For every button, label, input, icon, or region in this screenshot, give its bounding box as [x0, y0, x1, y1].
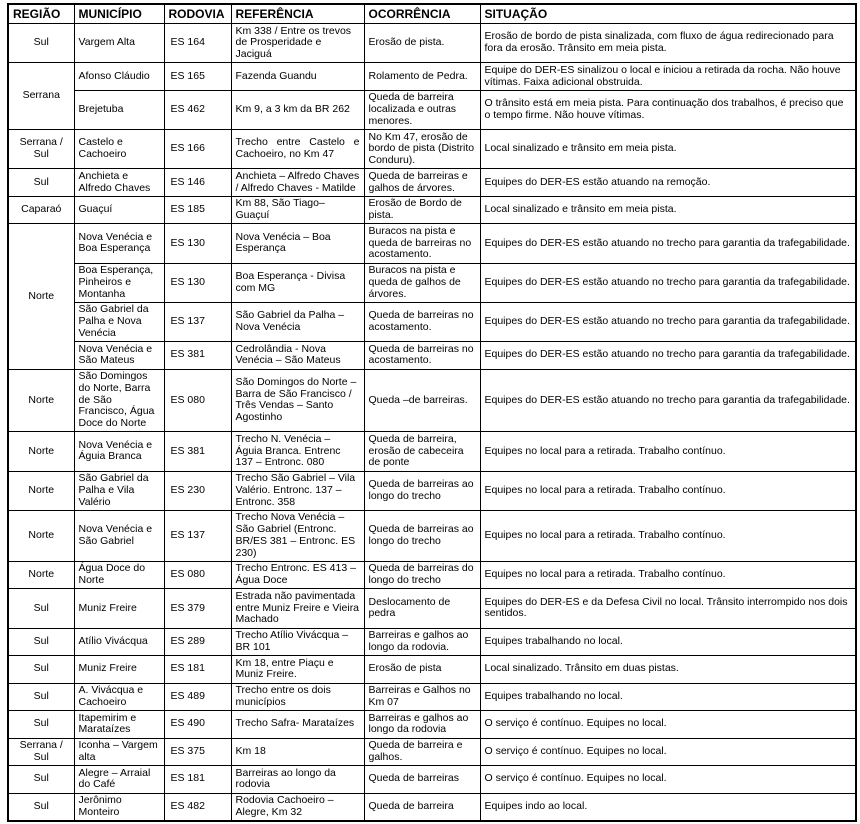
table-body	[8, 24, 856, 822]
col-header-ocorrencia: OCORRÊNCIA	[364, 4, 480, 24]
table-row	[8, 683, 856, 711]
cell-rodovia: ES 165	[164, 63, 231, 91]
cell-situacao: Equipes do DER-ES estão atuando no trecho para garantia da trafegabilidade.	[480, 342, 856, 370]
cell-situacao: Equipes do DER-ES estão atuando no trecho para garantia da trafegabilidade.	[480, 302, 856, 341]
table-row	[8, 561, 856, 589]
cell-regiao: Sul	[8, 683, 74, 711]
cell-regiao: Serrana / Sul	[8, 130, 74, 169]
cell-ocorrencia: Queda de barreira e galhos.	[364, 738, 480, 766]
cell-referencia: Anchieta – Alfredo Chaves / Alfredo Chaves - Matilde	[231, 169, 364, 197]
cell-rodovia: ES 137	[164, 302, 231, 341]
table-row	[8, 656, 856, 684]
cell-rodovia: ES 164	[164, 24, 231, 63]
table-row	[8, 263, 856, 302]
cell-ocorrencia: Queda de barreiras no acostamento.	[364, 302, 480, 341]
cell-referencia: Rodovia Cachoeiro – Alegre, Km 32	[231, 793, 364, 821]
cell-situacao: Local sinalizado e trânsito em meia pista.	[480, 196, 856, 224]
cell-ocorrencia: Queda de barreira, erosão de cabeceira de ponte	[364, 432, 480, 471]
cell-rodovia: ES 166	[164, 130, 231, 169]
table-row	[8, 90, 856, 129]
cell-referencia: Trecho Atílio Vivácqua – BR 101	[231, 628, 364, 656]
cell-referencia: Km 9, a 3 km da BR 262	[231, 90, 364, 129]
cell-situacao: Equipes no local para a retirada. Trabalho contínuo.	[480, 471, 856, 510]
cell-regiao: Norte	[8, 561, 74, 589]
table-row	[8, 738, 856, 766]
cell-situacao: Equipes trabalhando no local.	[480, 683, 856, 711]
cell-situacao: O serviço é contínuo. Equipes no local.	[480, 738, 856, 766]
cell-municipio: Muniz Freire	[74, 589, 164, 628]
table-row	[8, 24, 856, 63]
table-row	[8, 628, 856, 656]
cell-rodovia: ES 289	[164, 628, 231, 656]
table-row	[8, 793, 856, 821]
cell-regiao: Norte	[8, 432, 74, 471]
cell-municipio: Afonso Cláudio	[74, 63, 164, 91]
road-status-table	[7, 3, 857, 822]
cell-municipio: Castelo e Cachoeiro	[74, 130, 164, 169]
table-row	[8, 589, 856, 628]
table-row	[8, 510, 856, 561]
cell-rodovia: ES 230	[164, 471, 231, 510]
cell-municipio: Jerônimo Monteiro	[74, 793, 164, 821]
table-row	[8, 432, 856, 471]
table-row	[8, 63, 856, 91]
cell-referencia: Trecho São Gabriel – Vila Valério. Entronc. 137 – Entronc. 358	[231, 471, 364, 510]
cell-municipio: Anchieta e Alfredo Chaves	[74, 169, 164, 197]
cell-referencia: Trecho Entronc. ES 413 – Água Doce	[231, 561, 364, 589]
cell-referencia: Boa Esperança - Divisa com MG	[231, 263, 364, 302]
cell-regiao: Norte	[8, 510, 74, 561]
cell-municipio: Iconha – Vargem alta	[74, 738, 164, 766]
col-header-regiao: REGIÃO	[8, 4, 74, 24]
cell-ocorrencia: Queda de barreiras no acostamento.	[364, 342, 480, 370]
cell-referencia: Barreiras ao longo da rodovia	[231, 766, 364, 794]
cell-regiao: Norte	[8, 224, 74, 369]
cell-regiao: Sul	[8, 169, 74, 197]
cell-referencia: Km 338 / Entre os trevos de Prosperidade e Jaciguá	[231, 24, 364, 63]
cell-situacao: O serviço é contínuo. Equipes no local.	[480, 711, 856, 739]
cell-situacao: Equipes no local para a retirada. Trabalho contínuo.	[480, 561, 856, 589]
cell-rodovia: ES 482	[164, 793, 231, 821]
cell-rodovia: ES 462	[164, 90, 231, 129]
cell-ocorrencia: Rolamento de Pedra.	[364, 63, 480, 91]
cell-municipio: Água Doce do Norte	[74, 561, 164, 589]
table-row	[8, 302, 856, 341]
cell-referencia: Trecho Safra- Marataízes	[231, 711, 364, 739]
cell-rodovia: ES 375	[164, 738, 231, 766]
cell-municipio: Guaçuí	[74, 196, 164, 224]
cell-situacao: Equipes no local para a retirada. Trabalho contínuo.	[480, 432, 856, 471]
cell-rodovia: ES 381	[164, 342, 231, 370]
cell-rodovia: ES 185	[164, 196, 231, 224]
cell-ocorrencia: Erosão de pista.	[364, 24, 480, 63]
cell-ocorrencia: Barreiras e galhos ao longo da rodovia.	[364, 628, 480, 656]
table-row	[8, 711, 856, 739]
cell-ocorrencia: Queda de barreiras ao longo do trecho	[364, 471, 480, 510]
cell-regiao: Sul	[8, 766, 74, 794]
cell-rodovia: ES 080	[164, 369, 231, 432]
cell-situacao: Equipes do DER-ES estão atuando na remoção.	[480, 169, 856, 197]
cell-ocorrencia: Buracos na pista e queda de galhos de árvores.	[364, 263, 480, 302]
cell-rodovia: ES 137	[164, 510, 231, 561]
cell-regiao: Serrana	[8, 63, 74, 130]
cell-ocorrencia: Queda de barreiras	[364, 766, 480, 794]
table-row	[8, 169, 856, 197]
cell-regiao: Caparaó	[8, 196, 74, 224]
col-header-situacao: SITUAÇÃO	[480, 4, 856, 24]
cell-referencia: Km 18	[231, 738, 364, 766]
cell-municipio: Nova Venécia e Boa Esperança	[74, 224, 164, 263]
table-row	[8, 224, 856, 263]
cell-regiao: Norte	[8, 369, 74, 432]
cell-ocorrencia: Queda de barreira	[364, 793, 480, 821]
cell-situacao: Local sinalizado e trânsito em meia pista.	[480, 130, 856, 169]
cell-situacao: Erosão de bordo de pista sinalizada, com fluxo de água redirecionado para fora da erosão. Trânsito em meia pista.	[480, 24, 856, 63]
cell-rodovia: ES 489	[164, 683, 231, 711]
cell-municipio: Vargem Alta	[74, 24, 164, 63]
cell-municipio: São Gabriel da Palha e Nova Venécia	[74, 302, 164, 341]
cell-municipio: Itapemirim e Marataízes	[74, 711, 164, 739]
cell-rodovia: ES 181	[164, 656, 231, 684]
cell-ocorrencia: Buracos na pista e queda de barreiras no acostamento.	[364, 224, 480, 263]
cell-referencia: Trecho entre os dois municípios	[231, 683, 364, 711]
cell-situacao: Equipes do DER-ES e da Defesa Civil no local. Trânsito interrompido nos dois sentidos.	[480, 589, 856, 628]
cell-regiao: Norte	[8, 471, 74, 510]
cell-situacao: Equipes indo ao local.	[480, 793, 856, 821]
cell-municipio: A. Vivácqua e Cachoeiro	[74, 683, 164, 711]
cell-rodovia: ES 130	[164, 263, 231, 302]
cell-rodovia: ES 379	[164, 589, 231, 628]
cell-situacao: Equipes no local para a retirada. Trabalho contínuo.	[480, 510, 856, 561]
cell-ocorrencia: Erosão de pista	[364, 656, 480, 684]
cell-referencia: Trecho entre Castelo e Cachoeiro, no Km 47	[231, 130, 364, 169]
cell-ocorrencia: Deslocamento de pedra	[364, 589, 480, 628]
cell-referencia: São Gabriel da Palha – Nova Venécia	[231, 302, 364, 341]
cell-situacao: Equipes do DER-ES estão atuando no trecho para garantia da trafegabilidade.	[480, 369, 856, 432]
col-header-municipio: MUNICÍPIO	[74, 4, 164, 24]
cell-ocorrencia: Queda de barreiras do longo do trecho	[364, 561, 480, 589]
table-row	[8, 342, 856, 370]
col-header-rodovia: RODOVIA	[164, 4, 231, 24]
cell-regiao: Sul	[8, 589, 74, 628]
cell-situacao: Equipe do DER-ES sinalizou o local e iniciou a retirada da rocha. Não houve vítimas. Faixa adicional obstruida.	[480, 63, 856, 91]
cell-regiao: Sul	[8, 793, 74, 821]
cell-municipio: Brejetuba	[74, 90, 164, 129]
cell-regiao: Sul	[8, 628, 74, 656]
cell-municipio: Nova Venécia e São Gabriel	[74, 510, 164, 561]
cell-municipio: Nova Venécia e São Mateus	[74, 342, 164, 370]
cell-situacao: Local sinalizado. Trânsito em duas pistas.	[480, 656, 856, 684]
cell-municipio: São Domingos do Norte, Barra de São Francisco, Água Doce do Norte	[74, 369, 164, 432]
cell-situacao: Equipes do DER-ES estão atuando no trecho para garantia da trafegabilidade.	[480, 263, 856, 302]
cell-ocorrencia: Barreiras e galhos ao longo da rodovia	[364, 711, 480, 739]
cell-ocorrencia: Queda de barreiras e galhos de árvores.	[364, 169, 480, 197]
cell-referencia: Estrada não pavimentada entre Muniz Freire e Vieira Machado	[231, 589, 364, 628]
cell-referencia: São Domingos do Norte – Barra de São Francisco / Três Vendas – Santo Agostinho	[231, 369, 364, 432]
cell-ocorrencia: Barreiras e Galhos no Km 07	[364, 683, 480, 711]
cell-situacao: Equipes do DER-ES estão atuando no trecho para garantia da trafegabilidade.	[480, 224, 856, 263]
cell-municipio: Boa Esperança, Pinheiros e Montanha	[74, 263, 164, 302]
cell-ocorrencia: Queda de barreira localizada e outras menores.	[364, 90, 480, 129]
table-row	[8, 471, 856, 510]
cell-situacao: Equipes trabalhando no local.	[480, 628, 856, 656]
cell-rodovia: ES 146	[164, 169, 231, 197]
table-row	[8, 369, 856, 432]
cell-referencia: Nova Venécia – Boa Esperança	[231, 224, 364, 263]
cell-regiao: Sul	[8, 24, 74, 63]
cell-municipio: São Gabriel da Palha e Vila Valério	[74, 471, 164, 510]
cell-referencia: Cedrolândia - Nova Venécia – São Mateus	[231, 342, 364, 370]
cell-rodovia: ES 490	[164, 711, 231, 739]
cell-municipio: Alegre – Arraial do Café	[74, 766, 164, 794]
cell-regiao: Sul	[8, 656, 74, 684]
cell-ocorrencia: Queda de barreiras ao longo do trecho	[364, 510, 480, 561]
cell-municipio: Atílio Vivácqua	[74, 628, 164, 656]
table-row	[8, 130, 856, 169]
cell-municipio: Nova Venécia e Águia Branca	[74, 432, 164, 471]
cell-rodovia: ES 080	[164, 561, 231, 589]
cell-situacao: O trânsito está em meia pista. Para continuação dos trabalhos, é preciso que o tempo firme. Não houve vítimas.	[480, 90, 856, 129]
col-header-referencia: REFERÊNCIA	[231, 4, 364, 24]
cell-ocorrencia: Queda –de barreiras.	[364, 369, 480, 432]
table-row	[8, 196, 856, 224]
cell-rodovia: ES 181	[164, 766, 231, 794]
table-header-row	[8, 4, 856, 24]
cell-referencia: Trecho N. Venécia – Águia Branca. Entrenc 137 – Entronc. 080	[231, 432, 364, 471]
cell-municipio: Muniz Freire	[74, 656, 164, 684]
cell-referencia: Trecho Nova Venécia – São Gabriel (Entronc. BR/ES 381 – Entronc. ES 230)	[231, 510, 364, 561]
table-row	[8, 766, 856, 794]
cell-regiao: Serrana / Sul	[8, 738, 74, 766]
cell-ocorrencia: Erosão de Bordo de pista.	[364, 196, 480, 224]
cell-regiao: Sul	[8, 711, 74, 739]
cell-referencia: Fazenda Guandu	[231, 63, 364, 91]
cell-referencia: Km 18, entre Piaçu e Muniz Freire.	[231, 656, 364, 684]
cell-situacao: O serviço é contínuo. Equipes no local.	[480, 766, 856, 794]
cell-rodovia: ES 381	[164, 432, 231, 471]
cell-ocorrencia: No Km 47, erosão de bordo de pista (Distrito Conduru).	[364, 130, 480, 169]
cell-referencia: Km 88, São Tiago– Guaçuí	[231, 196, 364, 224]
cell-rodovia: ES 130	[164, 224, 231, 263]
